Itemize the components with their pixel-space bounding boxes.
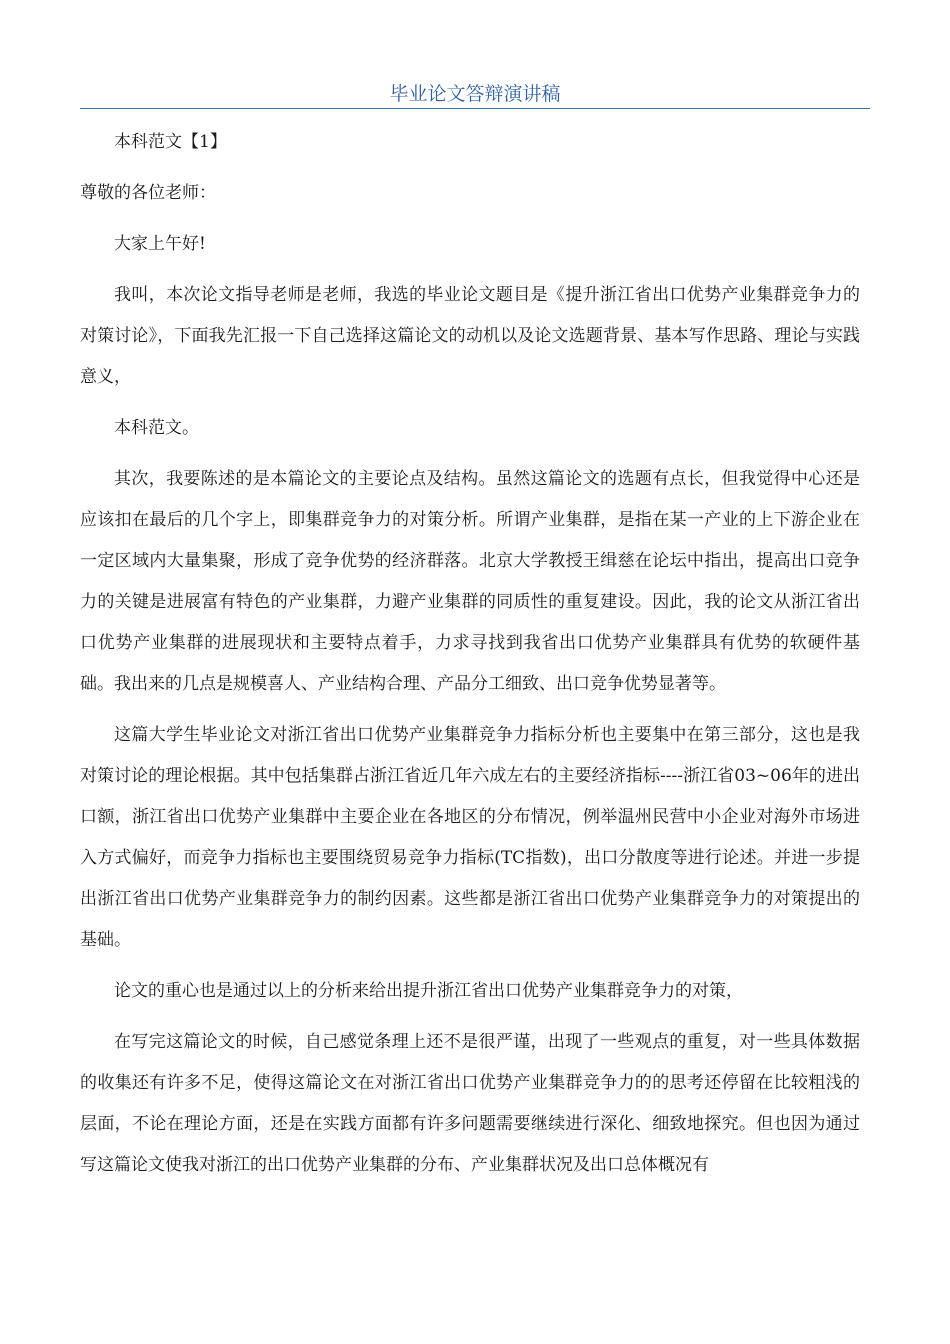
paragraph-focus: 论文的重心也是通过以上的分析来给出提升浙江省出口优势产业集群竞争力的对策， <box>114 981 743 1001</box>
section-label: 本科范文【1】 <box>114 132 227 152</box>
salutation: 尊敬的各位老师： <box>80 183 216 203</box>
page-title: 毕业论文答辩演讲稿 <box>389 83 561 105</box>
paragraph-indicator-analysis: 这篇大学生毕业论文对浙江省出口优势产业集群竞争力指标分析也主要集中在第三部分，这也是我对策讨论的理论根据。其中包括集群占浙江省近几年六成左右的主要经济指标----浙江省03~06年的进出口额，浙江省出口优势产业集群中主要企业在各地区的分布情况，例举温州民营中小企业对海外市场进入方式偏好，而竞争力指标也主要围绕贸易竞争力指标(TC指数)，出口分散度等进行论述。并进一步提出浙江省出口优势产业集群竞争力的制约因素。这些都是浙江省出口优势产业集群竞争力的对策提出的基础。 <box>80 725 860 950</box>
page-header <box>80 80 870 110</box>
document-body <box>80 122 860 1196</box>
header-divider <box>80 108 870 109</box>
paragraph-intro: 我叫，本次论文指导老师是老师，我选的毕业论文题目是《提升浙江省出口优势产业集群竞争力的对策讨论》，下面我先汇报一下自己选择这篇论文的动机以及论文选题背景、基本写作思路、理论与实践意义， <box>80 285 860 387</box>
paragraph-reflection: 在写完这篇论文的时候，自己感觉条理上还不是很严谨，出现了一些观点的重复，对一些具体数据的收集还有许多不足，使得这篇论文在对浙江省出口优势产业集群竞争力的的思考还停留在比较粗浅的层面，不论在理论方面，还是在实践方面都有许多问题需要继续进行深化、细致地探究。但也因为通过写这篇论文使我对浙江的出口优势产业集群的分布、产业集群状况及出口总体概况有 <box>80 1032 860 1175</box>
paragraph-main-argument: 其次，我要陈述的是本篇论文的主要论点及结构。虽然这篇论文的选题有点长，但我觉得中心还是应该扣在最后的几个字上，即集群竞争力的对策分析。所谓产业集群，是指在某一产业的上下游企业在一定区域内大量集聚，形成了竞争优势的经济群落。北京大学教授王缉慈在论坛中指出，提高出口竞争力的关键是进展富有特色的产业集群，力避产业集群的同质性的重复建设。因此，我的论文从浙江省出口优势产业集群的进展现状和主要特点着手，力求寻找到我省出口优势产业集群具有优势的软硬件基础。我出来的几点是规模喜人、产业结构合理、产品分工细致、出口竞争优势显著等。 <box>80 469 860 694</box>
greeting: 大家上午好! <box>114 234 206 254</box>
paragraph-sample: 本科范文。 <box>114 418 199 438</box>
